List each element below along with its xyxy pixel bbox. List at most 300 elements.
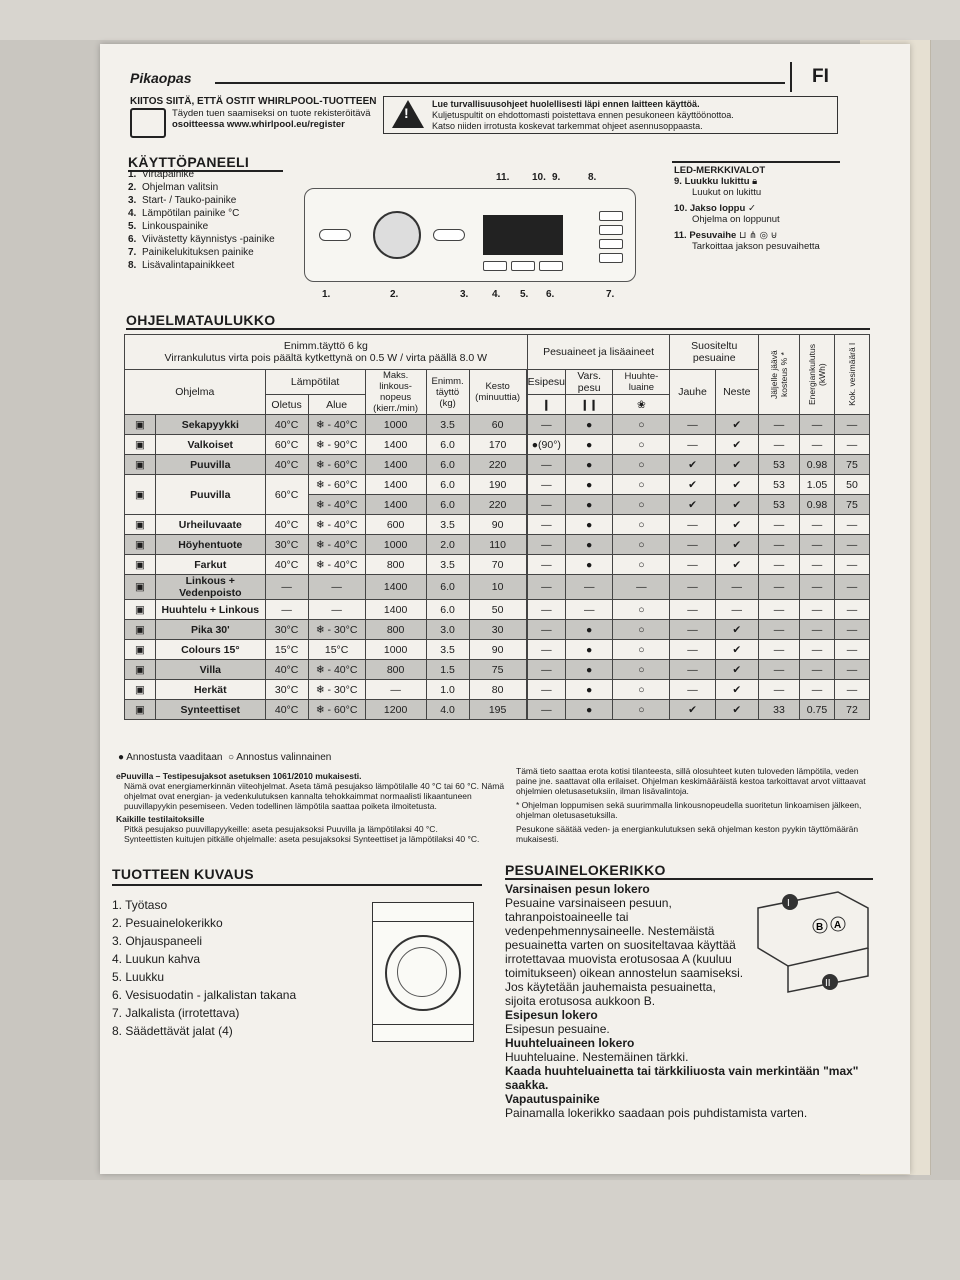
program-name: Linkous + Vedenpoisto: [156, 575, 266, 600]
program-icon: ▣: [125, 575, 156, 600]
table-cell-main: ●: [566, 660, 613, 680]
table-cell-d: 40°C: [265, 660, 308, 680]
softener-header: Huuhte-luaine: [613, 370, 670, 395]
table-row: [125, 700, 870, 720]
option-button-sketch: [599, 239, 623, 249]
table-cell-lq: ✔: [715, 680, 758, 700]
product-heading: TUOTTEEN KUVAUS: [112, 866, 254, 882]
program-name: Farkut: [156, 555, 266, 575]
table-cell-e: —: [800, 415, 835, 435]
table-cell-pw: —: [670, 640, 715, 660]
temps-header: Lämpötilat: [265, 370, 365, 395]
table-cell-soft: ○: [613, 620, 670, 640]
table-cell-pre: —: [527, 620, 565, 640]
table-cell-s: 600: [365, 515, 426, 535]
table-cell-s: 800: [365, 620, 426, 640]
program-table-rule: [126, 328, 870, 330]
table-cell-r: ❄ - 40°C: [308, 415, 365, 435]
program-name: Colours 15°: [156, 640, 266, 660]
energy-header: Energiankulutus (kWh): [800, 335, 835, 415]
table-cell-m: —: [759, 680, 800, 700]
table-cell-t: 80: [469, 680, 526, 700]
liquid-header: Neste: [715, 370, 758, 415]
door-sketch: [385, 935, 461, 1011]
table-cell-main: ●: [566, 680, 613, 700]
table-cell-pre: —: [527, 555, 565, 575]
program-icon: ▣: [125, 600, 156, 620]
program-icon: ▣: [125, 475, 156, 515]
table-cell-soft: ○: [613, 535, 670, 555]
list-item: 4. Luukun kahva: [112, 952, 201, 966]
option-button-sketch: [599, 253, 623, 263]
led-desc: Tarkoittaa jakson pesuvaihetta: [692, 241, 820, 252]
table-cell-d: 30°C: [265, 620, 308, 640]
warning-line-2: Kuljetuspultit on ehdottomasti poistettava ennen pesukoneen käyttöönottoa.: [432, 110, 734, 120]
table-cell-main: —: [566, 600, 613, 620]
table-cell-lq: ✔: [715, 660, 758, 680]
table-header-row: Enimm.täyttö 6 kg Virrankulutus virta pois päältä kytkettynä on 0.5 W / virta päällä 8.0 W Pesuaineet ja lisäaineet Suositeltu pesuaine Jäljelle jäävä kosteus % * Energiankulutus (kWh) Kok. vesimäärä l: [125, 335, 870, 370]
delay-button-sketch: [539, 261, 563, 271]
registration-line-1: Täyden tuen saamiseksi on tuote rekisteröitävä: [172, 108, 371, 119]
table-cell-d: 40°C: [265, 700, 308, 720]
led-desc: Ohjelma on loppunut: [692, 214, 780, 225]
table-cell-w: —: [835, 600, 870, 620]
program-name: Höyhentuote: [156, 535, 266, 555]
temp-range-header: Alue: [308, 395, 365, 415]
table-cell-e: —: [800, 680, 835, 700]
table-cell-s: 1400: [365, 575, 426, 600]
product-rule: [112, 884, 482, 886]
option-button-sketch: [599, 225, 623, 235]
power-button-sketch: [319, 229, 351, 241]
panel-label: 1.: [322, 289, 331, 300]
table-row: [125, 660, 870, 680]
table-cell-main: ●: [566, 700, 613, 720]
table-cell-l: 3.5: [426, 515, 469, 535]
panel-label: 6.: [546, 289, 555, 300]
program-name: Synteettiset: [156, 700, 266, 720]
table-cell-main: ●: [566, 555, 613, 575]
table-cell-pw: —: [670, 515, 715, 535]
table-cell-t: 30: [469, 620, 526, 640]
panel-label: 11.: [496, 172, 510, 183]
table-cell-soft: ○: [613, 415, 670, 435]
table-cell-pw: —: [670, 600, 715, 620]
table-cell-w: 75: [835, 455, 870, 475]
table-cell-l: 6.0: [426, 475, 469, 495]
control-strip-sketch: [373, 903, 473, 922]
header-divider: [790, 62, 792, 92]
table-cell-lq: ✔: [715, 475, 758, 495]
table-cell-w: —: [835, 640, 870, 660]
table-cell-soft: ○: [613, 495, 670, 515]
table-cell-lq: ✔: [715, 620, 758, 640]
list-item: 5. Linkouspainike: [128, 221, 209, 232]
svg-text:B: B: [816, 922, 824, 933]
table-cell-m: —: [759, 535, 800, 555]
table-cell-d: 40°C: [265, 415, 308, 435]
table-cell-lq: ✔: [715, 555, 758, 575]
table-cell-s: 1000: [365, 535, 426, 555]
table-cell-pw: ✔: [670, 700, 715, 720]
program-icon: ▣: [125, 660, 156, 680]
registration-line-2: osoitteessa www.whirlpool.eu/register: [172, 119, 345, 130]
table-cell-d: —: [265, 600, 308, 620]
table-cell-r: ❄ - 40°C: [308, 555, 365, 575]
program-name: Pika 30': [156, 620, 266, 640]
program-name: Valkoiset: [156, 435, 266, 455]
panel-label: 10.: [532, 172, 546, 183]
start-button-sketch: [433, 229, 465, 241]
warning-triangle-icon: [392, 100, 424, 128]
table-cell-s: 1200: [365, 700, 426, 720]
table-cell-t: 60: [469, 415, 526, 435]
table-cell-w: —: [835, 535, 870, 555]
table-cell-d: —: [265, 575, 308, 600]
table-cell-e: —: [800, 555, 835, 575]
list-item: 3. Start- / Tauko-painike: [128, 195, 237, 206]
table-cell-r: ❄ - 40°C: [308, 660, 365, 680]
table-cell-r: 15°C: [308, 640, 365, 660]
panel-label: 5.: [520, 289, 529, 300]
list-item: 2. Ohjelman valitsin: [128, 182, 219, 193]
program-name: Puuvilla: [156, 475, 266, 515]
table-cell-pre: —: [527, 575, 565, 600]
table-cell-pre: ●(90°): [527, 435, 565, 455]
table-cell-e: —: [800, 640, 835, 660]
table-cell-s: 1400: [365, 455, 426, 475]
table-cell-l: 4.0: [426, 700, 469, 720]
table-cell-r: ❄ - 90°C: [308, 435, 365, 455]
table-cell-r: —: [308, 600, 365, 620]
program-icon: ▣: [125, 415, 156, 435]
program-icon: ▣: [125, 515, 156, 535]
table-cell-l: 6.0: [426, 455, 469, 475]
led-item: 9. Luukku lukittu 🔒︎: [674, 176, 758, 187]
table-cell-m: 53: [759, 455, 800, 475]
table-cell-l: 6.0: [426, 575, 469, 600]
table-cell-lq: ✔: [715, 535, 758, 555]
list-item: 4. Lämpötilan painike °C: [128, 208, 240, 219]
table-cell-t: 70: [469, 555, 526, 575]
table-cell-main: —: [566, 575, 613, 600]
table-cell-s: 1400: [365, 600, 426, 620]
table-cell-t: 10: [469, 575, 526, 600]
table-row: [125, 535, 870, 555]
table-cell-d: 30°C: [265, 680, 308, 700]
registration-title: KIITOS SIITÄ, ETTÄ OSTIT WHIRLPOOL-TUOTTEEN: [130, 96, 377, 107]
table-cell-t: 110: [469, 535, 526, 555]
table-cell-r: —: [308, 575, 365, 600]
table-cell-l: 3.5: [426, 640, 469, 660]
table-cell-e: 0.98: [800, 495, 835, 515]
list-item: 5. Luukku: [112, 970, 165, 984]
program-icon: ▣: [125, 680, 156, 700]
table-cell-lq: ✔: [715, 515, 758, 535]
table-cell-pre: —: [527, 535, 565, 555]
prewash-header: Esipesu: [527, 370, 565, 395]
panel-label: 8.: [588, 172, 597, 183]
recommended-header: Suositeltu pesuaine: [670, 335, 759, 370]
table-cell-soft: ○: [613, 660, 670, 680]
panel-label: 7.: [606, 289, 615, 300]
table-cell-lq: —: [715, 575, 758, 600]
control-panel-heading: KÄYTTÖPANEELI: [128, 154, 250, 170]
spin-button-sketch: [511, 261, 535, 271]
table-cell-pw: —: [670, 620, 715, 640]
list-item: 6. Viivästetty käynnistys -painike: [128, 234, 275, 245]
table-cell-r: ❄ - 60°C: [308, 700, 365, 720]
table-cell-s: 1400: [365, 495, 426, 515]
drawer-heading: PESUAINELOKERIKKO: [505, 862, 666, 878]
lock-icon: 🔒︎: [752, 176, 758, 187]
table-cell-pw: —: [670, 555, 715, 575]
control-panel-rule-right: [672, 161, 840, 163]
table-cell-pw: —: [670, 435, 715, 455]
program-icon: ▣: [125, 700, 156, 720]
list-item: 8. Lisävalintapainikkeet: [128, 260, 235, 271]
table-cell-e: —: [800, 535, 835, 555]
led-desc: Luukut on lukittu: [692, 187, 762, 198]
table-cell-pw: ✔: [670, 455, 715, 475]
table-cell-r: ❄ - 60°C: [308, 455, 365, 475]
table-cell-t: 50: [469, 600, 526, 620]
table-cell-w: —: [835, 435, 870, 455]
table-cell-main: ●: [566, 495, 613, 515]
list-item: 1. Työtaso: [112, 898, 168, 912]
check-circle-icon: ✓: [747, 203, 756, 214]
led-legend: [674, 165, 874, 252]
quick-guide-sheet: [100, 44, 910, 1174]
list-item: 7. Painikelukituksen painike: [128, 247, 254, 258]
product-parts-list: [112, 896, 296, 1040]
table-cell-lq: ✔: [715, 455, 758, 475]
warning-line-3: Katso niiden irrotusta koskevat tarkemmat ohjeet asennusoppaasta.: [432, 121, 703, 131]
table-cell-pw: —: [670, 415, 715, 435]
table-cell-l: 3.5: [426, 415, 469, 435]
list-item: 2. Pesuainelokerikko: [112, 916, 223, 930]
registration-note: [130, 96, 380, 130]
table-cell-w: —: [835, 415, 870, 435]
table-cell-l: 3.0: [426, 620, 469, 640]
table-cell-e: —: [800, 600, 835, 620]
table-cell-soft: ○: [613, 455, 670, 475]
main-wash-header: Vars. pesu: [566, 370, 613, 395]
table-cell-d: 40°C: [265, 555, 308, 575]
table-cell-s: 800: [365, 660, 426, 680]
table-cell-m: —: [759, 555, 800, 575]
table-cell-pre: —: [527, 680, 565, 700]
panel-label: 4.: [492, 289, 501, 300]
table-cell-l: 2.0: [426, 535, 469, 555]
table-cell-pre: —: [527, 475, 565, 495]
table-cell-t: 90: [469, 515, 526, 535]
table-cell-d: 30°C: [265, 535, 308, 555]
led-item: 11. Pesuvaihe ⊔ ⋔ ◎ ⊍: [674, 230, 778, 241]
prewash-symbol: ❙: [527, 395, 565, 415]
table-cell-t: 220: [469, 455, 526, 475]
table-row: [125, 620, 870, 640]
table-row: [125, 640, 870, 660]
table-cell-r: ❄ - 60°C: [308, 475, 365, 495]
table-cell-m: —: [759, 620, 800, 640]
table-cell-main: ●: [566, 435, 613, 455]
svg-text:A: A: [834, 920, 842, 931]
table-cell-main: ●: [566, 620, 613, 640]
table-cell-soft: ○: [613, 475, 670, 495]
table-cell-r: ❄ - 40°C: [308, 515, 365, 535]
safety-warning-box: [383, 96, 838, 134]
table-cell-soft: ○: [613, 640, 670, 660]
table-cell-l: 6.0: [426, 600, 469, 620]
table-cell-r: ❄ - 30°C: [308, 620, 365, 640]
table-cell-m: —: [759, 640, 800, 660]
table-cell-soft: ○: [613, 515, 670, 535]
load-header: Enimm. täyttö (kg): [426, 370, 469, 415]
main-wash-symbol: ❙❙: [566, 395, 613, 415]
table-cell-m: 53: [759, 495, 800, 515]
table-cell-soft: ○: [613, 700, 670, 720]
table-cell-pre: —: [527, 415, 565, 435]
table-cell-r: ❄ - 40°C: [308, 495, 365, 515]
drawer-rule: [505, 878, 873, 880]
background-bottom: [0, 1180, 960, 1280]
table-cell-m: —: [759, 575, 800, 600]
table-cell-t: 75: [469, 660, 526, 680]
table-cell-w: —: [835, 620, 870, 640]
table-cell-lq: ✔: [715, 495, 758, 515]
moisture-header: Jäljelle jäävä kosteus % *: [759, 335, 800, 415]
table-cell-m: —: [759, 600, 800, 620]
table-cell-e: —: [800, 660, 835, 680]
list-item: 7. Jalkalista (irrotettava): [112, 1006, 240, 1020]
table-cell-e: 1.05: [800, 475, 835, 495]
computer-icon: [130, 108, 166, 138]
default-temp-header: Oletus: [265, 395, 308, 415]
table-cell-t: 220: [469, 495, 526, 515]
table-cell-e: —: [800, 515, 835, 535]
table-cell-pre: —: [527, 515, 565, 535]
program-name: Urheiluvaate: [156, 515, 266, 535]
program-icon: ▣: [125, 535, 156, 555]
control-panel-diagram: [304, 188, 636, 282]
table-cell-soft: —: [613, 575, 670, 600]
table-cell-lq: ✔: [715, 435, 758, 455]
table-cell-main: ●: [566, 415, 613, 435]
program-icon: ▣: [125, 455, 156, 475]
table-cell-w: 75: [835, 495, 870, 515]
table-cell-l: 6.0: [426, 435, 469, 455]
panel-label: 3.: [460, 289, 469, 300]
table-cell-e: —: [800, 620, 835, 640]
table-cell-m: 33: [759, 700, 800, 720]
option-button-sketch: [599, 211, 623, 221]
table-row: [125, 515, 870, 535]
table-cell-pw: —: [670, 535, 715, 555]
svg-text:I: I: [787, 898, 790, 909]
table-cell-l: 3.5: [426, 555, 469, 575]
list-item: 8. Säädettävät jalat (4): [112, 1024, 233, 1038]
table-cell-r: ❄ - 30°C: [308, 680, 365, 700]
table-cell-soft: ○: [613, 600, 670, 620]
table-cell-m: —: [759, 660, 800, 680]
program-icon: ▣: [125, 555, 156, 575]
program-table: [124, 334, 870, 720]
led-item: 10. Jakso loppu ✓: [674, 203, 756, 214]
softener-flower-icon: ❀: [613, 395, 670, 415]
duration-header: Kesto (minuuttia): [469, 370, 526, 415]
table-cell-r: ❄ - 40°C: [308, 535, 365, 555]
table-cell-m: —: [759, 515, 800, 535]
table-cell-pw: —: [670, 680, 715, 700]
table-cell-s: —: [365, 680, 426, 700]
language-code: FI: [812, 66, 829, 87]
table-cell-e: 0.75: [800, 700, 835, 720]
program-name: Huuhtelu + Linkous: [156, 600, 266, 620]
program-name: Villa: [156, 660, 266, 680]
table-cell-main: ●: [566, 455, 613, 475]
table-cell-l: 1.5: [426, 660, 469, 680]
table-cell-e: 0.98: [800, 455, 835, 475]
header-rule: [215, 82, 785, 84]
table-cell-lq: ✔: [715, 640, 758, 660]
table-row: [125, 555, 870, 575]
table-cell-t: 90: [469, 640, 526, 660]
table-cell-pre: —: [527, 640, 565, 660]
table-cell-t: 190: [469, 475, 526, 495]
water-header: Kok. vesimäärä l: [835, 335, 870, 415]
table-cell-w: —: [835, 575, 870, 600]
dosage-legend: ● Annostusta vaaditaan ○ Annostus valinnainen: [118, 752, 332, 763]
program-name: Sekapyykki: [156, 415, 266, 435]
panel-label: 9.: [552, 172, 561, 183]
program-icon: ▣: [125, 435, 156, 455]
detergent-header: Pesuaineet ja lisäaineet: [527, 335, 670, 370]
program-name: Herkät: [156, 680, 266, 700]
table-cell-main: ●: [566, 515, 613, 535]
table-cell-e: —: [800, 575, 835, 600]
usage-notes: Tämä tieto saattaa erota kotisi tilanteesta, sillä olosuhteet kuten tuloveden lämpötila, veden paine jne. saattavat olla erilaiset. Ohjelman keskimääräistä kestoa tarkoittavat arvot viittaavat ohjelmien oletusasetuksiin, ilman lisävalintoja. * Ohjelman loppumisen sekä suurimmalla linkousnopeudella suoritetun linkoamisen jälkeen, ohjelman oletusasetuksilla. Pesukone säätää veden- ja energiankulutuksen sekä ohjelman keston pyykin täyttömäärän mukaisesti.: [516, 766, 866, 844]
warning-line-1: Lue turvallisuusohjeet huolellisesti läpi ennen laitteen käyttöä.: [432, 99, 700, 109]
table-cell-s: 800: [365, 555, 426, 575]
table-cell-main: ●: [566, 475, 613, 495]
table-cell-d: 60°C: [265, 475, 308, 515]
panel-label: 2.: [390, 289, 399, 300]
program-table-heading: OHJELMATAULUKKO: [126, 312, 276, 328]
program-icon: ▣: [125, 620, 156, 640]
eco-notes: ePuuvilla – Testipesujaksot asetuksen 1061/2010 mukaisesti. Nämä ovat energiamerkinnän viiteohjelmat. Aseta tämä pesujakso lämpötilalle 40 °C tai 60 °C. Nämä ohjelmat ovat energian- ja vedenkulutuksen kannalta tehokkaimmat normaalisti likaantuneen puuvillapyykin pesemiseen. Veden todellinen lämpötila saattaa poiketa ilmoitetusta. Kaikille testilaitoksille Pitkä pesujakso puuvillapyykeille: aseta pesujaksoksi Puuvilla ja lämpötilaksi 40 °C. Synteettisten kuitujen pitkälle ohjelmalle: aseta pesujaksoksi Synteettiset ja lämpötilaksi 40 °C.: [116, 771, 505, 844]
table-cell-pw: —: [670, 660, 715, 680]
drawer-description: Varsinaisen pesun lokero Pesuaine varsinaiseen pesuun, tahranpoistoaineelle tai vedenpehmennysaineelle. Nestemäistä pesuainetta varten on suositeltavaa käyttää irrotettavaa muovista erotusosaa A (kuuluu toimitukseen) oikean annostelun saamiseksi. Jos käytetään jauhemaista pesuainetta, sijoita erotusosa aukkoon B. Esipesun lokero Esipesun pesuaine. Huuhteluaineen lokero Huuhteluaine. Nestemäinen tärkki. Kaada huuhteluainetta tai tärkkiliuosta vain merkintään "max" saakka. Vapautuspainike Painamalla lokerikko saadaan pois puhdistamista varten.: [505, 882, 859, 1120]
page-title: Pikaopas: [130, 70, 192, 86]
table-cell-pre: —: [527, 455, 565, 475]
table-cell-s: 1000: [365, 415, 426, 435]
list-item: 6. Vesisuodatin - jalkalistan takana: [112, 988, 297, 1002]
table-cell-pw: ✔: [670, 475, 715, 495]
table-row: [125, 475, 870, 495]
table-cell-pre: —: [527, 700, 565, 720]
table-row: [125, 600, 870, 620]
table-cell-l: 1.0: [426, 680, 469, 700]
table-cell-pre: —: [527, 660, 565, 680]
table-cell-soft: ○: [613, 435, 670, 455]
table-cell-w: —: [835, 660, 870, 680]
table-cell-m: —: [759, 435, 800, 455]
table-row: [125, 455, 870, 475]
table-cell-lq: ✔: [715, 700, 758, 720]
table-cell-main: ●: [566, 535, 613, 555]
washing-machine-diagram: [372, 902, 474, 1042]
